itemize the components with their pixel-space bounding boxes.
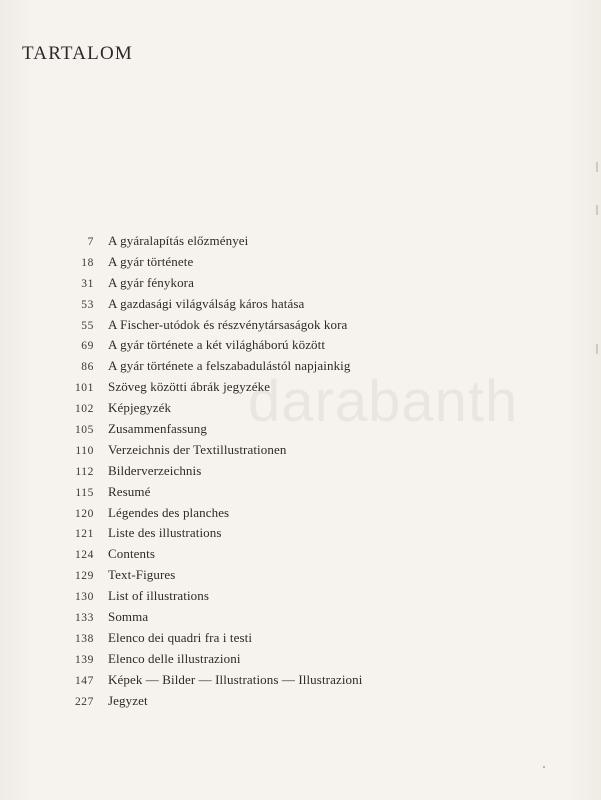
toc-entry-title: Légendes des planches bbox=[108, 504, 230, 520]
toc-entry-title: A gazdasági világválság káros hatása bbox=[108, 295, 305, 311]
toc-entry-title: Verzeichnis der Textillustrationen bbox=[108, 441, 287, 457]
toc-entry bbox=[0, 358, 601, 379]
toc-page-number: 120 bbox=[74, 507, 94, 520]
toc-entry-title: Contents bbox=[108, 546, 156, 562]
toc-entry bbox=[0, 400, 601, 421]
toc-entry-title: Elenco dei quadri fra i testi bbox=[108, 629, 253, 645]
toc-entry bbox=[0, 630, 601, 651]
toc-entry bbox=[0, 651, 601, 672]
toc-entry bbox=[0, 588, 601, 609]
page-title: TARTALOM bbox=[22, 43, 133, 64]
table-of-contents bbox=[0, 233, 601, 713]
toc-entry-title: A gyár fénykora bbox=[108, 274, 194, 290]
toc-entry-title: List of illustrations bbox=[108, 588, 210, 604]
toc-entry-title: Képek — Bilder — Illustrations — Illustrazioni bbox=[108, 671, 363, 687]
toc-entry-title: Szöveg közötti ábrák jegyzéke bbox=[108, 379, 271, 395]
watermark: darabanth bbox=[248, 369, 519, 434]
toc-entry bbox=[0, 421, 601, 442]
toc-entry bbox=[0, 337, 601, 358]
toc-entry-title: Bilderverzeichnis bbox=[108, 462, 202, 478]
toc-page-number: 69 bbox=[81, 340, 94, 353]
toc-page-number: 53 bbox=[81, 298, 94, 311]
paper-speck bbox=[543, 766, 545, 768]
toc-entry-title: Elenco delle illustrazioni bbox=[108, 650, 241, 666]
toc-page-number: 7 bbox=[87, 236, 94, 248]
toc-entry bbox=[0, 484, 601, 505]
toc-page-number: 55 bbox=[81, 319, 94, 332]
page-edge-mark bbox=[596, 205, 598, 215]
toc-entry bbox=[0, 317, 601, 338]
toc-page-number: 101 bbox=[74, 382, 94, 395]
toc-entry bbox=[0, 275, 601, 296]
toc-entry-title: A gyár története a felszabadulástól napjainkig bbox=[108, 358, 351, 374]
toc-entry bbox=[0, 609, 601, 630]
toc-entry-title: Jegyzet bbox=[108, 692, 148, 708]
toc-entry-title: A gyár története a két világháború között bbox=[108, 337, 326, 353]
toc-entry bbox=[0, 505, 601, 526]
toc-page-number: 18 bbox=[81, 256, 94, 269]
toc-page-number: 133 bbox=[74, 612, 94, 625]
toc-page-number: 110 bbox=[75, 444, 94, 457]
toc-page-number: 124 bbox=[74, 549, 94, 562]
toc-entry bbox=[0, 463, 601, 484]
toc-page-number: 129 bbox=[74, 570, 94, 583]
toc-page-number: 102 bbox=[74, 403, 94, 416]
toc-entry-title: A gyáralapítás előzményei bbox=[108, 233, 249, 248]
toc-entry bbox=[0, 567, 601, 588]
toc-entry-title: Liste des illustrations bbox=[108, 525, 222, 541]
toc-page-number: 86 bbox=[81, 361, 94, 374]
toc-entry bbox=[0, 525, 601, 546]
toc-entry-title: Text-Figures bbox=[108, 567, 176, 583]
toc-page-number: 112 bbox=[75, 465, 94, 478]
page-edge-mark bbox=[596, 162, 598, 172]
toc-entry-title: Resumé bbox=[108, 483, 151, 499]
toc-entry-title: Képjegyzék bbox=[108, 400, 172, 416]
toc-page-number: 105 bbox=[74, 424, 94, 437]
toc-entry bbox=[0, 693, 601, 714]
toc-page-number: 115 bbox=[75, 486, 94, 499]
toc-entry-title: Zusammenfassung bbox=[108, 421, 207, 437]
toc-entry-title: A gyár története bbox=[108, 253, 194, 269]
toc-entry bbox=[0, 379, 601, 400]
toc-entry bbox=[0, 254, 601, 275]
toc-entry bbox=[0, 296, 601, 317]
page-edge-mark bbox=[596, 344, 598, 354]
toc-page-number: 139 bbox=[74, 653, 94, 666]
toc-entry bbox=[0, 442, 601, 463]
toc-page-number: 147 bbox=[74, 674, 94, 687]
toc-entry-title: Somma bbox=[108, 609, 149, 625]
toc-entry-title: A Fischer-utódok és részvénytársaságok kora bbox=[108, 316, 348, 332]
toc-page-number: 138 bbox=[74, 632, 94, 645]
toc-page-number: 130 bbox=[74, 591, 94, 604]
toc-page-number: 227 bbox=[74, 695, 94, 708]
toc-page-number: 121 bbox=[74, 528, 94, 541]
toc-page-number: 31 bbox=[81, 277, 94, 290]
toc-entry bbox=[0, 672, 601, 693]
toc-entry bbox=[0, 546, 601, 567]
toc-entry bbox=[0, 233, 601, 254]
